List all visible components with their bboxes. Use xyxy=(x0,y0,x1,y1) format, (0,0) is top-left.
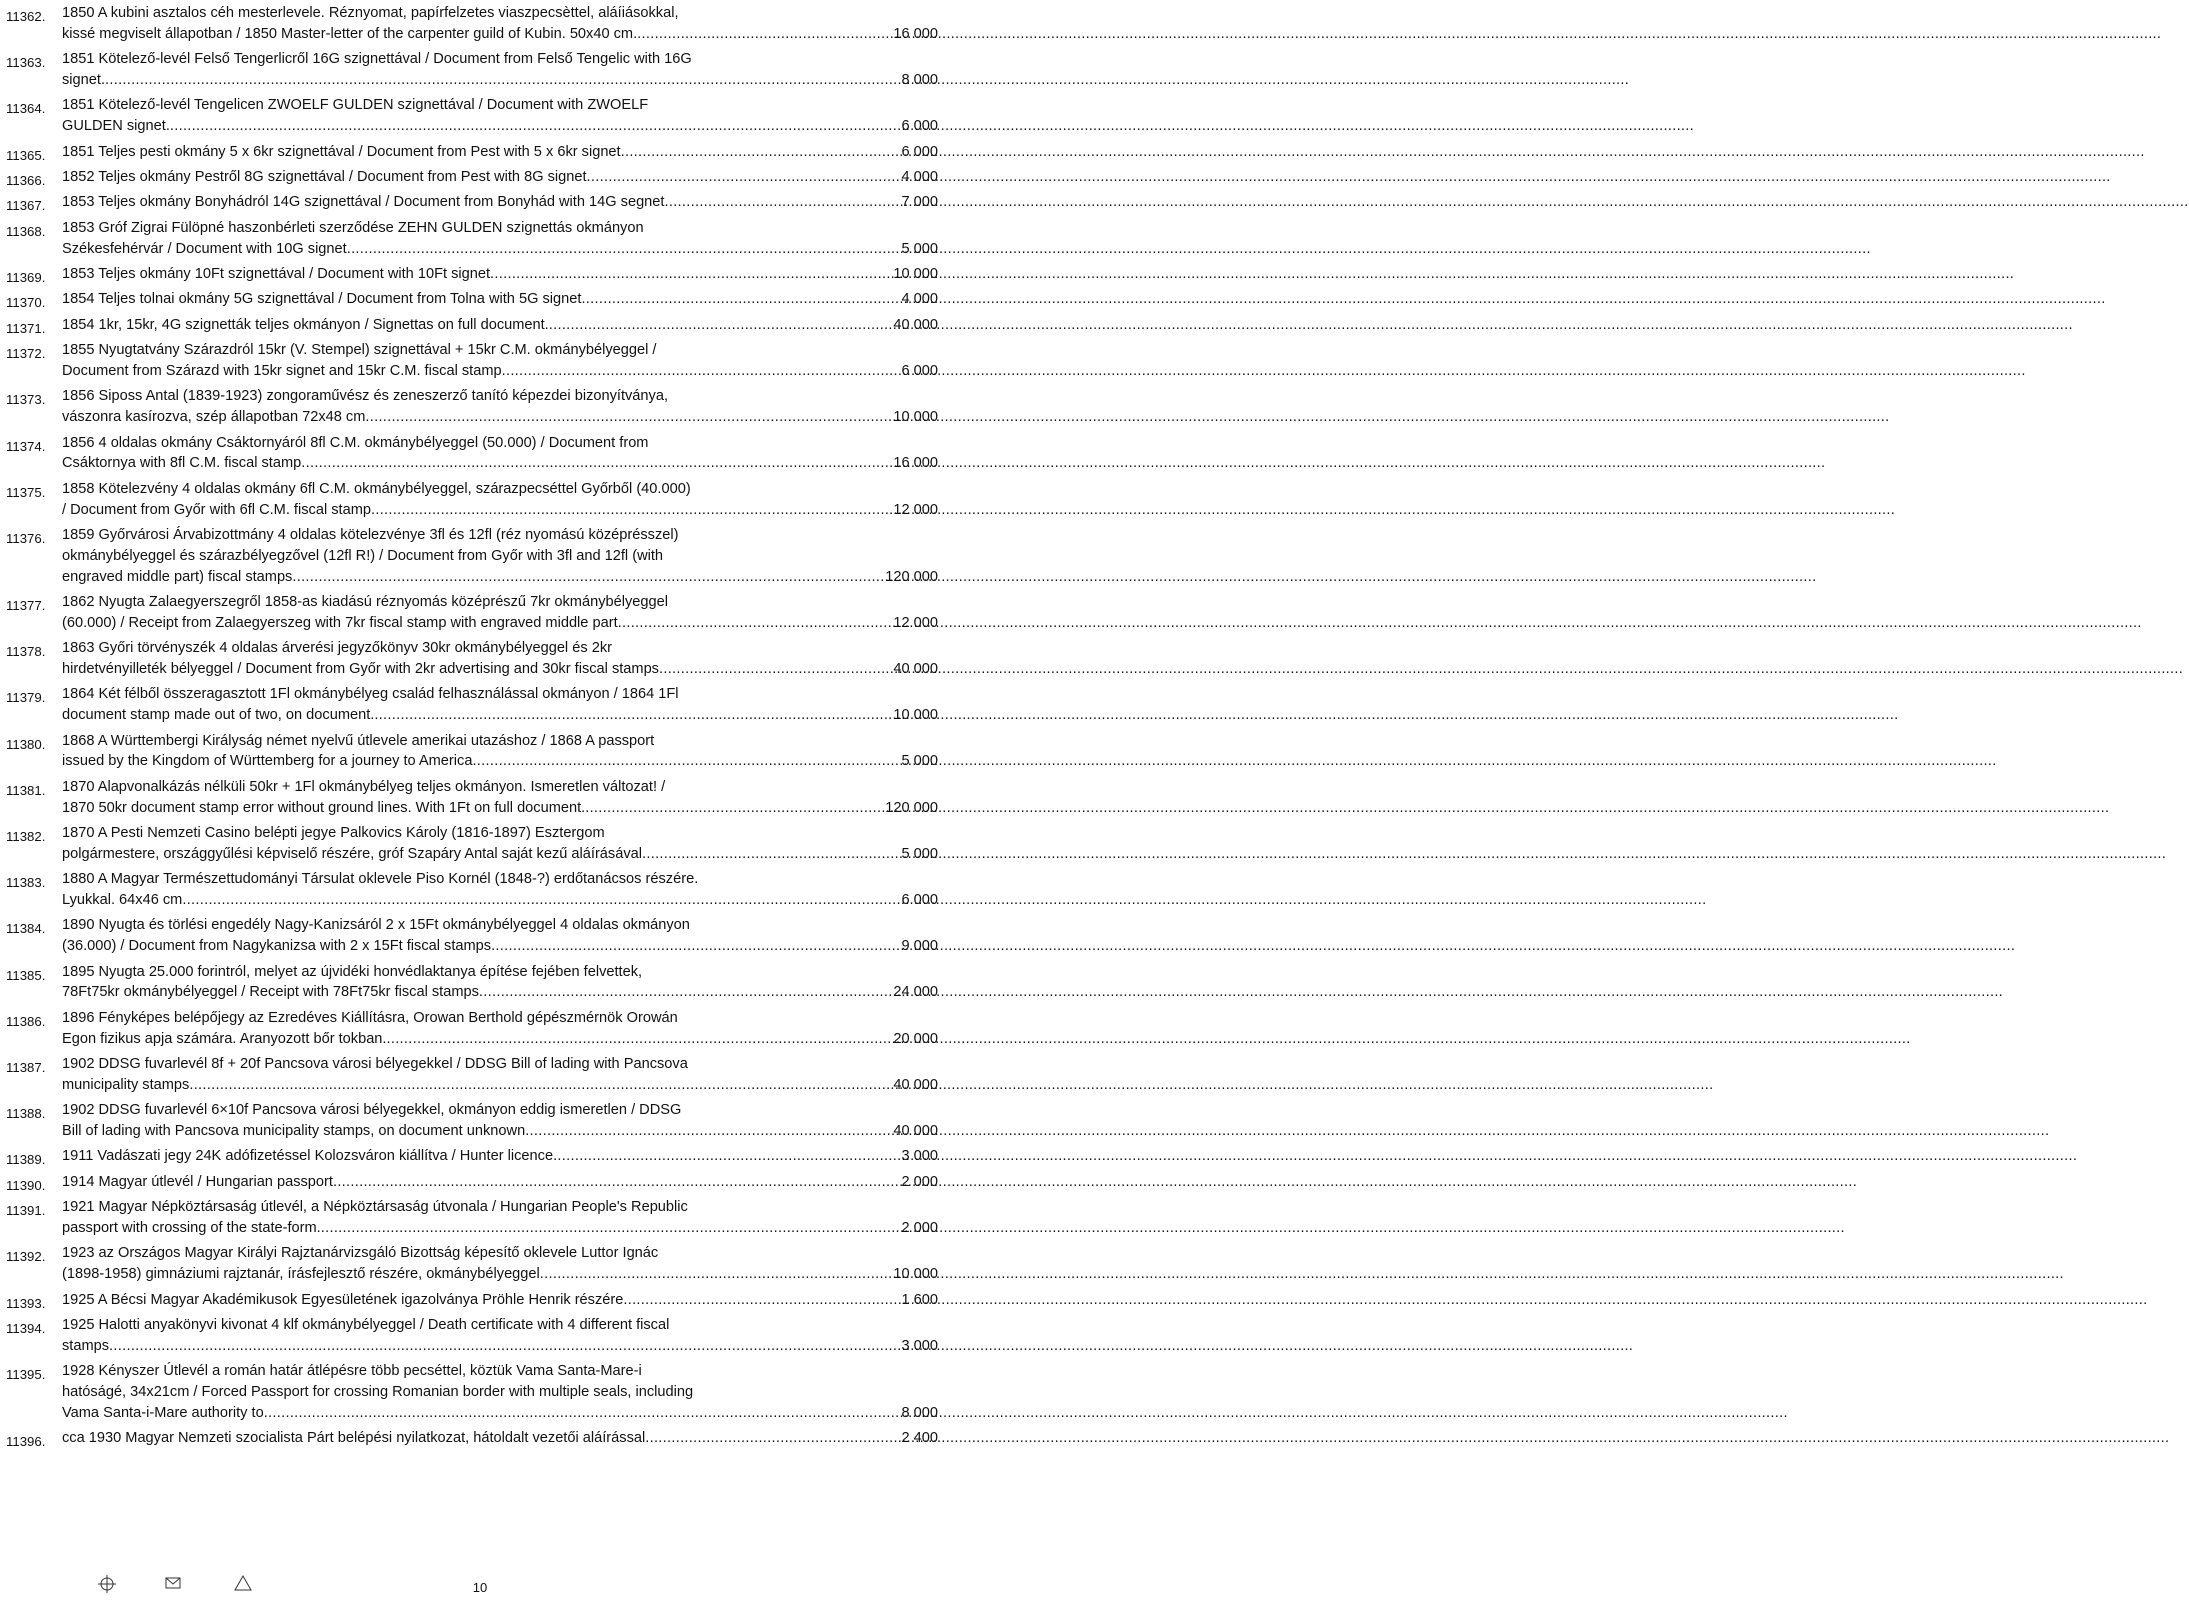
margin-marks xyxy=(0,0,960,1608)
lot-number: 11388. xyxy=(6,1106,46,1122)
description-text: Székesfehérvár / Document with 10G signet xyxy=(62,240,347,257)
lot-number: 11366. xyxy=(6,173,46,188)
description-text: engraved middle part) fiscal stamps xyxy=(62,568,293,585)
lot-number: 11368. xyxy=(6,223,46,239)
description-text: kissé megviselt állapotban / 1850 Master-letter of the carpenter guild of Kubin. 50x40 cm. xyxy=(62,25,638,42)
lot-number: 11384. xyxy=(6,921,46,937)
description-text: 1851 Teljes pesti okmány 5 x 6kr szignettával / Document from Pest with 5 x 6kr signet xyxy=(62,143,621,160)
description-text: 1859 Győrvárosi Árvabizottmány 4 oldalas kötelezvénye 3fl és 12fl (réz nyomású középrésszel) xyxy=(62,527,679,543)
description-text: (1898-1958) gimnáziumi rajztanár, írásfejlesztő részére, okmánybélyeggel xyxy=(62,1266,540,1283)
description-text: 1925 A Bécsi Magyar Akadémikusok Egyesületének igazolványa Pröhle Henrik részére xyxy=(62,1291,624,1308)
lot-number: 11392. xyxy=(6,1249,46,1265)
lot-price: 6 000 xyxy=(901,362,938,379)
lot-number: 11387. xyxy=(6,1060,46,1075)
lot-number: 11389. xyxy=(6,1152,46,1168)
lot-price: 6 000 xyxy=(901,143,938,160)
description-text: 1914 Magyar útlevél / Hungarian passport xyxy=(62,1173,333,1190)
lot-number: 11377. xyxy=(6,598,46,613)
description-text: 1855 Nyugtatvány Szárazdról 15kr (V. Stempel) szignettával + 15kr C.M. okmánybélyeggel / xyxy=(62,342,657,359)
lot-number: 11371. xyxy=(6,320,46,336)
description-text: 1902 DDSG fuvarlevél 8f + 20f Pancsova városi bélyegekkel / DDSG Bill of lading with Pancsova xyxy=(62,1056,688,1072)
lot-price: 10 000 xyxy=(893,266,938,282)
lot-number: 11375. xyxy=(6,484,46,500)
description-text: cca 1930 Magyar Nemzeti szocialista Párt belépési nyilatkozat, hátoldalt vezetői aláírással xyxy=(62,1430,646,1447)
description-text: okmánybélyeggel és szárazbélyegzővel (12fl R!) / Document from Győr with 3fl and 12fl (with xyxy=(62,547,664,564)
description-text: 1868 A Württembergi Királyság német nyelvű útlevele amerikai utazáshoz / 1868 A passport xyxy=(62,732,655,749)
description-text: 1890 Nyugta és törlési engedély Nagy-Kanizsáról 2 x 15Ft okmánybélyeggel 4 oldalas okmányon xyxy=(62,917,690,934)
lot-number: 11374. xyxy=(6,438,46,454)
lot-price: 120 000 xyxy=(885,568,938,585)
lot-price: 20 000 xyxy=(893,1030,938,1047)
description-text: issued by the Kingdom of Württemberg for a journey to America xyxy=(62,753,473,770)
lot-number: 11364. xyxy=(6,101,46,117)
lot-number: 11386. xyxy=(6,1013,46,1029)
description-text: signet. xyxy=(62,71,105,88)
lot-price: 16 000 xyxy=(893,455,938,472)
description-text: hatóságé, 34x21cm / Forced Passport for crossing Romanian border with multiple seals, including xyxy=(62,1383,694,1400)
lot-price: 12 000 xyxy=(893,501,938,518)
lot-price: 5 000 xyxy=(901,845,938,862)
lot-number: 11369. xyxy=(6,270,46,285)
description-text: passport with crossing of the state-form. xyxy=(62,1219,321,1236)
description-text: 1895 Nyugta 25.000 forintról, melyet az újvidéki honvédlaktanya építése fejében felvettek, xyxy=(62,963,643,980)
lot-number: 11363. xyxy=(6,55,46,71)
lot-price: 2 400 xyxy=(901,1430,938,1447)
lot-price: 9 000 xyxy=(901,938,938,955)
lot-number: 11391. xyxy=(6,1203,46,1219)
lot-number: 11380. xyxy=(6,736,46,752)
description-text: vászonra kasírozva, szép állapotban 72x48 cm xyxy=(62,409,366,426)
description-text: 1911 Vadászati jegy 24K adófizetéssel Kolozsváron kiállítva / Hunter licence xyxy=(62,1148,554,1165)
lot-price: 3 000 xyxy=(901,1148,938,1165)
description-text: 1858 Kötelezvény 4 oldalas okmány 6fl C.M. okmánybélyeggel, szárazpecséttel Győrből (40.000) xyxy=(62,480,691,497)
lot-number: 11381. xyxy=(6,782,46,798)
description-text: 1853 Teljes okmány 10Ft szignettával / Document with 10Ft signet xyxy=(62,266,491,282)
lot-number: 11365. xyxy=(6,147,46,163)
description-text: 1923 az Országos Magyar Királyi Rajztanárvizsgáló Bizottság képesítő oklevele Luttor Ignác xyxy=(62,1245,659,1262)
lot-price: 2 000 xyxy=(901,1173,938,1190)
lot-price: 5 000 xyxy=(901,240,938,257)
description-text: GULDEN signet. xyxy=(62,118,170,135)
description-text: 1928 Kényszer Útlevél a román határ átlépésre több pecséttel, köztük Vama Santa-Mare-i xyxy=(62,1363,642,1380)
lot-number: 11395. xyxy=(6,1367,46,1383)
description-text: 1925 Halotti anyakönyvi kivonat 4 klf okmánybélyeggel / Death certificate with 4 different fiscal xyxy=(62,1317,670,1333)
lot-number: 11379. xyxy=(6,690,46,706)
lot-price: 7 000 xyxy=(901,194,938,211)
description-text: municipality stamps xyxy=(62,1076,190,1093)
lot-price: 10 000 xyxy=(893,707,938,724)
lot-price: 24 000 xyxy=(893,984,938,1001)
description-text: Vama Santa-i-Mare authority to xyxy=(62,1404,264,1421)
lot-price: 3 000 xyxy=(901,1337,938,1354)
lot-price: 16 000 xyxy=(893,25,938,42)
lot-price: 40 000 xyxy=(893,1076,938,1093)
lot-number: 11385. xyxy=(6,967,46,983)
description-text: 1863 Győri törvényszék 4 oldalas árverési jegyzőkönyv 30kr okmánybélyeggel és 2kr xyxy=(62,640,612,657)
lot-number: 11390. xyxy=(6,1177,46,1193)
description-text: 1850 A kubini asztalos céh mesterlevele. Réznyomat, papírfelzetes viaszpecsèttel, aláíiásokkal, xyxy=(62,5,679,21)
description-text: 1870 Alapvonalkázás nélküli 50kr + 1Fl okmánybélyeg teljes okmányon. Ismeretlen változat! / xyxy=(62,778,666,795)
description-text: Csáktornya with 8fl C.M. fiscal stamp xyxy=(62,455,302,472)
lot-number: 11367. xyxy=(6,198,46,214)
lot-price: 8 000 xyxy=(901,71,938,88)
description-text: 1896 Fényképes belépőjegy az Ezredéves Kiállításra, Orowan Berthold gépészmérnök Orowán xyxy=(62,1009,678,1026)
description-text: 1856 4 oldalas okmány Csáktornyáról 8fl C.M. okmánybélyeggel (50.000) / Document from xyxy=(62,434,649,451)
description-text: 1854 1kr, 15kr, 4G szignetták teljes okmányon / Signettas on full document. xyxy=(62,316,549,333)
description-text: 1851 Kötelező-levél Felső Tengerlicről 16G szignettával / Document from Felső Tengelic with 16G xyxy=(62,51,692,68)
lot-price: 5 000 xyxy=(901,753,938,770)
lot-number: 11370. xyxy=(6,295,46,311)
lot-price: 6 000 xyxy=(901,118,938,135)
description-text: (36.000) / Document from Nagykanizsa with 2 x 15Ft fiscal stamps xyxy=(62,938,492,955)
lot-number: 11378. xyxy=(6,644,46,660)
description-text: (60.000) / Receipt from Zalaegyerszeg with 7kr fiscal stamp with engraved middle part xyxy=(62,614,618,631)
lot-price: 4 000 xyxy=(901,291,938,308)
lot-price: 4 000 xyxy=(901,169,938,185)
lot-price: 1 600 xyxy=(901,1291,938,1308)
description-text: polgármestere, országgyűlési képviselő részére, gróf Szapáry Antal saját kezű aláírásával xyxy=(62,845,642,862)
description-text: 1853 Teljes okmány Bonyhádról 14G szignettával / Document from Bonyhád with 14G segnet xyxy=(62,194,665,211)
description-text: document stamp made out of two, on document. xyxy=(62,707,375,724)
description-text: / Document from Győr with 6fl C.M. fiscal stamp xyxy=(62,501,371,518)
description-text: 1856 Siposs Antal (1839-1923) zongoraművész és zeneszerző tanító képezdei bizonyítványa, xyxy=(62,388,669,405)
description-text: 78Ft75kr okmánybélyeggel / Receipt with 78Ft75kr fiscal stamps xyxy=(62,984,479,1001)
lot-number: 11394. xyxy=(6,1321,46,1336)
lot-number: 11376. xyxy=(6,531,46,546)
description-text: Bill of lading with Pancsova municipality stamps, on document unknown xyxy=(62,1122,526,1139)
description-text: Document from Szárazd with 15kr signet and 15kr C.M. fiscal stamp xyxy=(62,362,502,379)
description-text: 1852 Teljes okmány Pestről 8G szignettával / Document from Pest with 8G signet xyxy=(62,169,587,185)
lot-price: 120 000 xyxy=(885,799,938,816)
lot-number: 11383. xyxy=(6,875,46,891)
description-text: 1921 Magyar Népköztársaság útlevél, a Népköztársaság útvonala / Hungarian People's Republic xyxy=(62,1199,688,1216)
lot-number: 11382. xyxy=(6,829,46,844)
description-text: 1902 DDSG fuvarlevél 6×10f Pancsova városi bélyegekkel, okmányon eddig ismeretlen / DDSG xyxy=(62,1102,682,1119)
page-number: 10 xyxy=(472,1580,488,1595)
lot-price: 10 000 xyxy=(893,1266,938,1283)
lot-number: 11362. xyxy=(6,9,46,24)
description-text: 1870 50kr document stamp error without ground lines. With 1Ft on full document. xyxy=(62,799,586,816)
description-text: 1862 Nyugta Zalaegyerszegről 1858-as kiadású réznyomás középrészű 7kr okmánybélyeggel xyxy=(62,594,668,610)
lot-price: 2 000 xyxy=(901,1219,938,1236)
description-text: 1853 Gróf Zigrai Fülöpné haszonbérleti szerződése ZEHN GULDEN szignettás okmányon xyxy=(62,219,644,236)
lot-number: 11393. xyxy=(6,1295,46,1311)
description-text: 1880 A Magyar Természettudományi Társulat oklevele Piso Kornél (1848-?) erdőtanácsos részére. xyxy=(62,871,699,888)
description-text: 1851 Kötelező-levél Tengelicen ZWOELF GULDEN szignettával / Document with ZWOELF xyxy=(62,97,649,114)
lot-number: 11372. xyxy=(6,346,46,362)
description-text: 1870 A Pesti Nemzeti Casino belépti jegye Palkovics Károly (1816-1897) Esztergom xyxy=(62,825,605,841)
lot-price: 8 000 xyxy=(901,1404,938,1421)
description-text: Lyukkal. 64x46 cm xyxy=(62,891,183,908)
description-text: 1854 Teljes tolnai okmány 5G szignettával / Document from Tolna with 5G signet xyxy=(62,291,582,308)
lot-number: 11373. xyxy=(6,392,46,408)
lot-price: 40 000 xyxy=(893,660,938,677)
lot-price: 12 000 xyxy=(893,614,938,631)
description-text: 1864 Két félből összeragasztott 1Fl okmánybélyeg család felhasználással okmányon / 1864 1Fl xyxy=(62,686,679,703)
lot-number: 11396. xyxy=(6,1434,46,1450)
lot-price: 6 000 xyxy=(901,891,938,908)
lot-price: 40 000 xyxy=(893,316,938,333)
description-text: stamps xyxy=(62,1337,110,1354)
lot-price: 40 000 xyxy=(893,1122,938,1139)
lot-price: 10 000 xyxy=(893,409,938,426)
description-text: Egon fizikus apja számára. Aranyozott bőr tokban. xyxy=(62,1030,387,1047)
description-text: hirdetvényilleték bélyeggel / Document from Győr with 2kr advertising and 30kr fiscal stamps xyxy=(62,660,659,677)
